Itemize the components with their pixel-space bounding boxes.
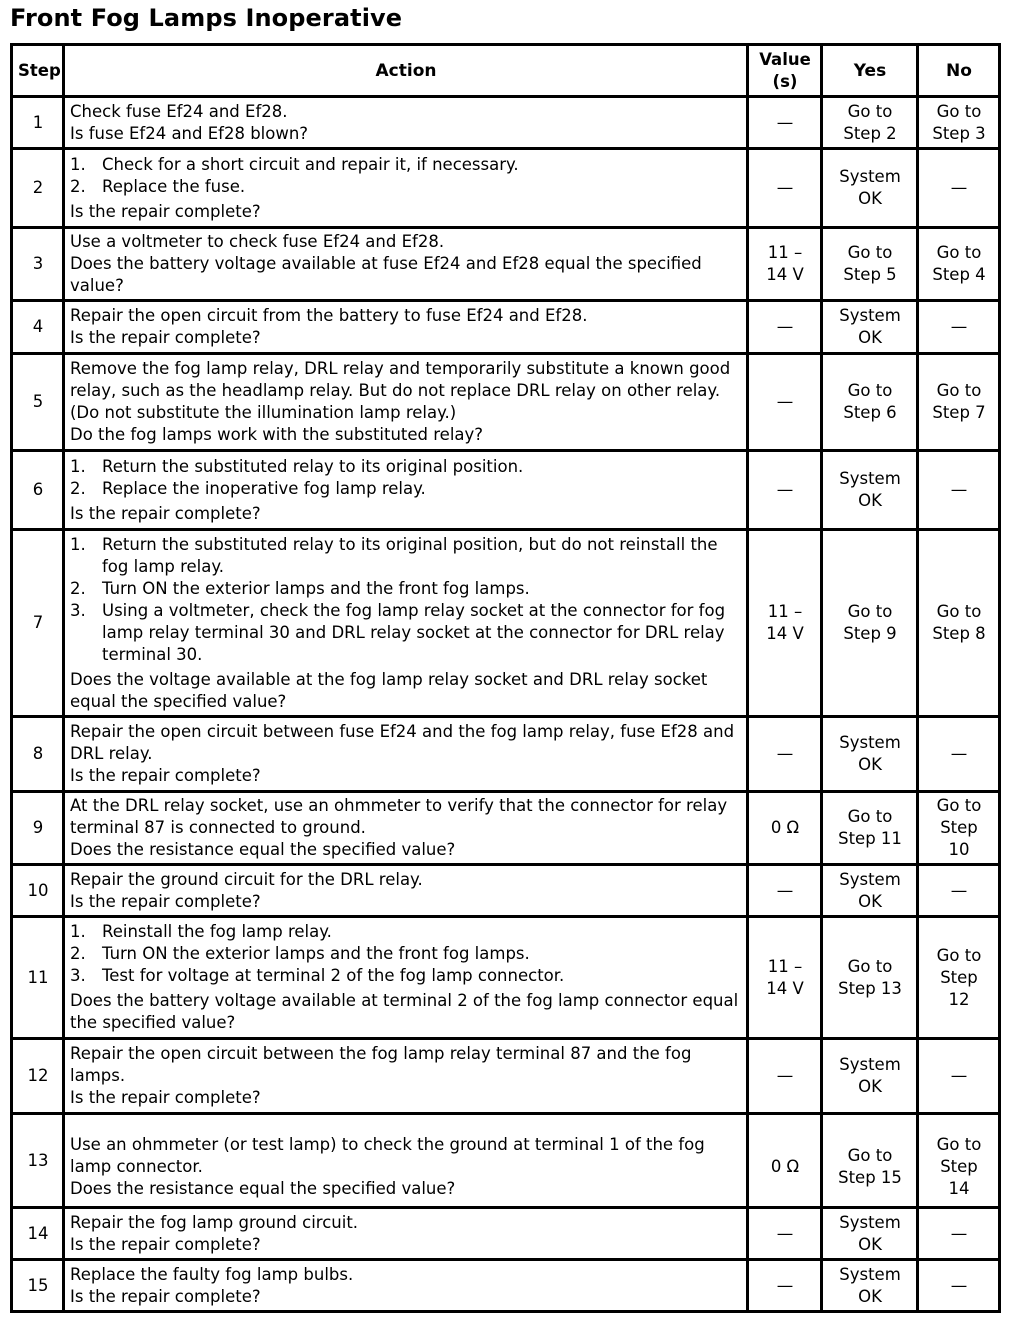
action-step-item — [70, 176, 742, 198]
step-number: 2 — [12, 149, 64, 228]
yes-text: Go to Step 2 — [843, 101, 897, 143]
table-row — [12, 1260, 1000, 1312]
action-line: At the DRL relay socket, use an ohmmeter to verify that the connector for relay terminal 87 is connected to ground. — [70, 796, 728, 837]
yes-cell — [822, 149, 918, 228]
value-cell — [748, 149, 822, 228]
action-step-text: Return the substituted relay to its original position. — [102, 456, 524, 476]
action-question: Does the battery voltage available at terminal 2 of the fog lamp connector equal the specified value? — [70, 991, 739, 1032]
yes-text: System OK — [839, 306, 901, 347]
value-text: — — [776, 1275, 794, 1295]
action-step-text: Check for a short circuit and repair it, if necessary. — [102, 154, 519, 174]
action-line: Remove the fog lamp relay, DRL relay and temporarily substitute a known good relay, such as the headlamp relay. But do not replace DRL relay on other relay. (Do not substitute the illumination lamp relay.) — [70, 359, 731, 422]
no-text: — — [950, 178, 968, 197]
table-row — [12, 97, 1000, 149]
step-number: 7 — [12, 530, 64, 717]
action-step-item — [70, 578, 742, 600]
value-text: — — [776, 880, 794, 900]
step-number: 9 — [12, 792, 64, 865]
value-cell — [748, 1208, 822, 1260]
yes-cell — [822, 1039, 918, 1114]
no-text: — — [950, 1275, 968, 1295]
table-row — [12, 530, 1000, 717]
step-number: 10 — [12, 865, 64, 917]
action-step-item — [70, 965, 742, 987]
action-step-number: 3. — [70, 600, 86, 620]
action-line: Repair the fog lamp ground circuit. — [70, 1212, 359, 1232]
table-row — [12, 917, 1000, 1039]
action-line: Repair the open circuit between fuse Ef24 and the fog lamp relay, fuse Ef28 and DRL relay. — [70, 722, 735, 763]
action-cell — [64, 717, 748, 792]
value-cell — [748, 354, 822, 451]
table-row — [12, 717, 1000, 792]
action-step-item — [70, 534, 742, 578]
value-cell — [748, 865, 822, 917]
table-row — [12, 301, 1000, 354]
value-text: 11 – 14 V — [766, 956, 804, 998]
yes-text: System OK — [839, 469, 901, 510]
action-question: Is the repair complete? — [70, 201, 261, 221]
yes-text: System OK — [839, 1264, 901, 1306]
action-step-text: Using a voltmeter, check the fog lamp relay socket at the connector for fog lamp relay terminal 30 and DRL relay socket at the connector for DRL relay terminal 30. — [102, 600, 726, 664]
action-line: Repair the open circuit from the battery to fuse Ef24 and Ef28. — [70, 306, 588, 325]
value-cell — [748, 97, 822, 149]
value-text: — — [776, 1223, 794, 1243]
step-number: 6 — [12, 451, 64, 530]
value-cell — [748, 1114, 822, 1208]
value-cell — [748, 1260, 822, 1312]
action-cell — [64, 149, 748, 228]
no-cell — [918, 149, 1000, 228]
no-cell — [918, 354, 1000, 451]
step-number: 13 — [12, 1114, 64, 1208]
action-cell — [64, 1208, 748, 1260]
no-text: — — [950, 480, 968, 499]
action-step-number: 1. — [70, 534, 86, 554]
action-step-item — [70, 600, 742, 666]
action-step-number: 2. — [70, 478, 86, 498]
action-step-text: Test for voltage at terminal 2 of the fog lamp connector. — [102, 966, 565, 985]
header-row — [12, 45, 1000, 97]
value-cell — [748, 792, 822, 865]
no-cell — [918, 530, 1000, 717]
action-line: Does the resistance equal the specified value? — [70, 840, 456, 859]
action-line: Is the repair complete? — [70, 1088, 261, 1107]
yes-text: Go to Step 11 — [838, 807, 902, 848]
header-step: Step — [12, 45, 64, 97]
step-number: 1 — [12, 97, 64, 149]
no-cell — [918, 917, 1000, 1039]
action-question: Is the repair complete? — [70, 503, 261, 523]
action-line: Is the repair complete? — [70, 891, 261, 911]
action-cell — [64, 228, 748, 301]
action-step-number: 2. — [70, 578, 86, 598]
action-step-number: 2. — [70, 176, 86, 196]
header-yes: Yes — [822, 45, 918, 97]
action-step-number: 3. — [70, 966, 86, 985]
action-step-text: Turn ON the exterior lamps and the front fog lamps. — [102, 578, 530, 598]
action-step-text: Return the substituted relay to its original position, but do not reinstall the fog lamp relay. — [102, 534, 718, 576]
step-number: 12 — [12, 1039, 64, 1114]
step-number: 15 — [12, 1260, 64, 1312]
action-cell — [64, 917, 748, 1039]
action-cell — [64, 792, 748, 865]
action-steps-list — [70, 534, 742, 666]
yes-cell — [822, 917, 918, 1039]
table-row — [12, 451, 1000, 530]
no-text: — — [950, 1066, 968, 1085]
action-step-text: Turn ON the exterior lamps and the front fog lamps. — [102, 944, 530, 963]
value-text: — — [776, 1066, 794, 1085]
action-cell — [64, 1114, 748, 1208]
action-line: Is fuse Ef24 and Ef28 blown? — [70, 123, 309, 143]
table-row — [12, 1208, 1000, 1260]
no-cell — [918, 1114, 1000, 1208]
table-row — [12, 1039, 1000, 1114]
page-title: Front Fog Lamps Inoperative — [10, 4, 403, 32]
value-text: 0 Ω — [770, 1157, 800, 1176]
action-line: Is the repair complete? — [70, 1286, 261, 1306]
action-step-text: Replace the fuse. — [102, 176, 246, 196]
value-text: — — [776, 480, 794, 499]
action-line: Is the repair complete? — [70, 1234, 261, 1254]
yes-cell — [822, 228, 918, 301]
action-cell — [64, 301, 748, 354]
step-number: 14 — [12, 1208, 64, 1260]
action-cell — [64, 354, 748, 451]
action-line: Does the resistance equal the specified value? — [70, 1179, 456, 1198]
no-cell — [918, 97, 1000, 149]
table-row — [12, 792, 1000, 865]
yes-cell — [822, 865, 918, 917]
no-text: Go to Step 14 — [936, 1135, 982, 1198]
yes-text: System OK — [839, 167, 901, 208]
value-text: 11 – 14 V — [766, 602, 804, 643]
step-number: 8 — [12, 717, 64, 792]
no-cell — [918, 301, 1000, 354]
action-line: Repair the open circuit between the fog lamp relay terminal 87 and the fog lamps. — [70, 1044, 692, 1085]
action-cell — [64, 97, 748, 149]
yes-text: Go to Step 5 — [843, 243, 897, 284]
yes-cell — [822, 717, 918, 792]
yes-text: System OK — [839, 733, 901, 774]
value-cell — [748, 717, 822, 792]
action-line: Use a voltmeter to check fuse Ef24 and Ef28. — [70, 232, 445, 251]
action-line: Do the fog lamps work with the substituted relay? — [70, 425, 484, 444]
procedure-table — [10, 43, 1001, 1313]
value-cell — [748, 917, 822, 1039]
step-number: 3 — [12, 228, 64, 301]
yes-text: System OK — [839, 1055, 901, 1096]
value-text: — — [776, 744, 794, 763]
value-cell — [748, 1039, 822, 1114]
action-step-number: 1. — [70, 154, 86, 174]
table-row — [12, 149, 1000, 228]
value-text: 0 Ω — [770, 818, 800, 837]
action-step-item — [70, 456, 742, 478]
no-cell — [918, 1208, 1000, 1260]
action-line: Does the battery voltage available at fuse Ef24 and Ef28 equal the specified value? — [70, 254, 702, 295]
yes-cell — [822, 97, 918, 149]
action-cell — [64, 1260, 748, 1312]
no-text: — — [950, 744, 968, 763]
yes-cell — [822, 1260, 918, 1312]
action-line: Is the repair complete? — [70, 328, 261, 347]
action-step-number: 1. — [70, 456, 86, 476]
no-text: Go to Step 8 — [932, 602, 986, 643]
action-line: Use an ohmmeter (or test lamp) to check the ground at terminal 1 of the fog lamp connector. — [70, 1135, 705, 1176]
step-number: 11 — [12, 917, 64, 1039]
header-action: Action — [64, 45, 748, 97]
value-cell — [748, 301, 822, 354]
action-line: Is the repair complete? — [70, 766, 261, 785]
action-step-text: Reinstall the fog lamp relay. — [102, 922, 332, 941]
action-step-number: 1. — [70, 922, 86, 941]
no-text: Go to Step 4 — [932, 243, 986, 284]
no-text: Go to Step 3 — [932, 101, 986, 143]
no-cell — [918, 1039, 1000, 1114]
yes-cell — [822, 792, 918, 865]
table-row — [12, 228, 1000, 301]
value-text: — — [776, 317, 794, 336]
action-step-item — [70, 478, 742, 500]
action-question: Does the voltage available at the fog lamp relay socket and DRL relay socket equal the specified value? — [70, 669, 708, 711]
no-cell — [918, 717, 1000, 792]
value-text: — — [776, 112, 794, 132]
yes-cell — [822, 354, 918, 451]
no-cell — [918, 1260, 1000, 1312]
step-number: 4 — [12, 301, 64, 354]
action-step-item — [70, 154, 742, 176]
no-cell — [918, 865, 1000, 917]
no-cell — [918, 451, 1000, 530]
no-cell — [918, 228, 1000, 301]
no-cell — [918, 792, 1000, 865]
value-text: — — [776, 392, 794, 411]
value-text: 11 – 14 V — [766, 243, 804, 284]
yes-cell — [822, 301, 918, 354]
step-number: 5 — [12, 354, 64, 451]
table-row — [12, 865, 1000, 917]
yes-text: Go to Step 13 — [838, 956, 902, 998]
action-line: Repair the ground circuit for the DRL relay. — [70, 869, 423, 889]
yes-text: Go to Step 15 — [838, 1146, 902, 1187]
yes-text: System OK — [839, 869, 901, 911]
yes-text: System OK — [839, 1212, 901, 1254]
no-text: — — [950, 317, 968, 336]
action-cell — [64, 1039, 748, 1114]
yes-cell — [822, 1208, 918, 1260]
no-text: Go to Step 7 — [932, 381, 986, 422]
value-cell — [748, 228, 822, 301]
header-value-label: Value (s) — [759, 49, 811, 91]
yes-text: Go to Step 6 — [843, 381, 897, 422]
header-no: No — [918, 45, 1000, 97]
no-text: — — [950, 1223, 968, 1243]
action-line: Replace the faulty fog lamp bulbs. — [70, 1264, 354, 1284]
action-step-item — [70, 921, 742, 943]
table-row — [12, 354, 1000, 451]
value-cell — [748, 530, 822, 717]
action-cell — [64, 530, 748, 717]
no-text: Go to Step 12 — [936, 945, 982, 1009]
action-steps-list — [70, 921, 742, 987]
value-cell — [748, 451, 822, 530]
yes-cell — [822, 1114, 918, 1208]
yes-cell — [822, 451, 918, 530]
action-steps-list — [70, 154, 742, 198]
action-step-text: Replace the inoperative fog lamp relay. — [102, 478, 426, 498]
action-steps-list — [70, 456, 742, 500]
table-row — [12, 1114, 1000, 1208]
action-cell — [64, 451, 748, 530]
no-text: — — [950, 880, 968, 900]
action-step-item — [70, 943, 742, 965]
yes-cell — [822, 530, 918, 717]
no-text: Go to Step 10 — [936, 796, 982, 859]
action-step-number: 2. — [70, 944, 86, 963]
value-text: — — [776, 178, 794, 197]
header-value — [748, 45, 822, 97]
action-cell — [64, 865, 748, 917]
action-line: Check fuse Ef24 and Ef28. — [70, 101, 288, 121]
yes-text: Go to Step 9 — [843, 602, 897, 643]
